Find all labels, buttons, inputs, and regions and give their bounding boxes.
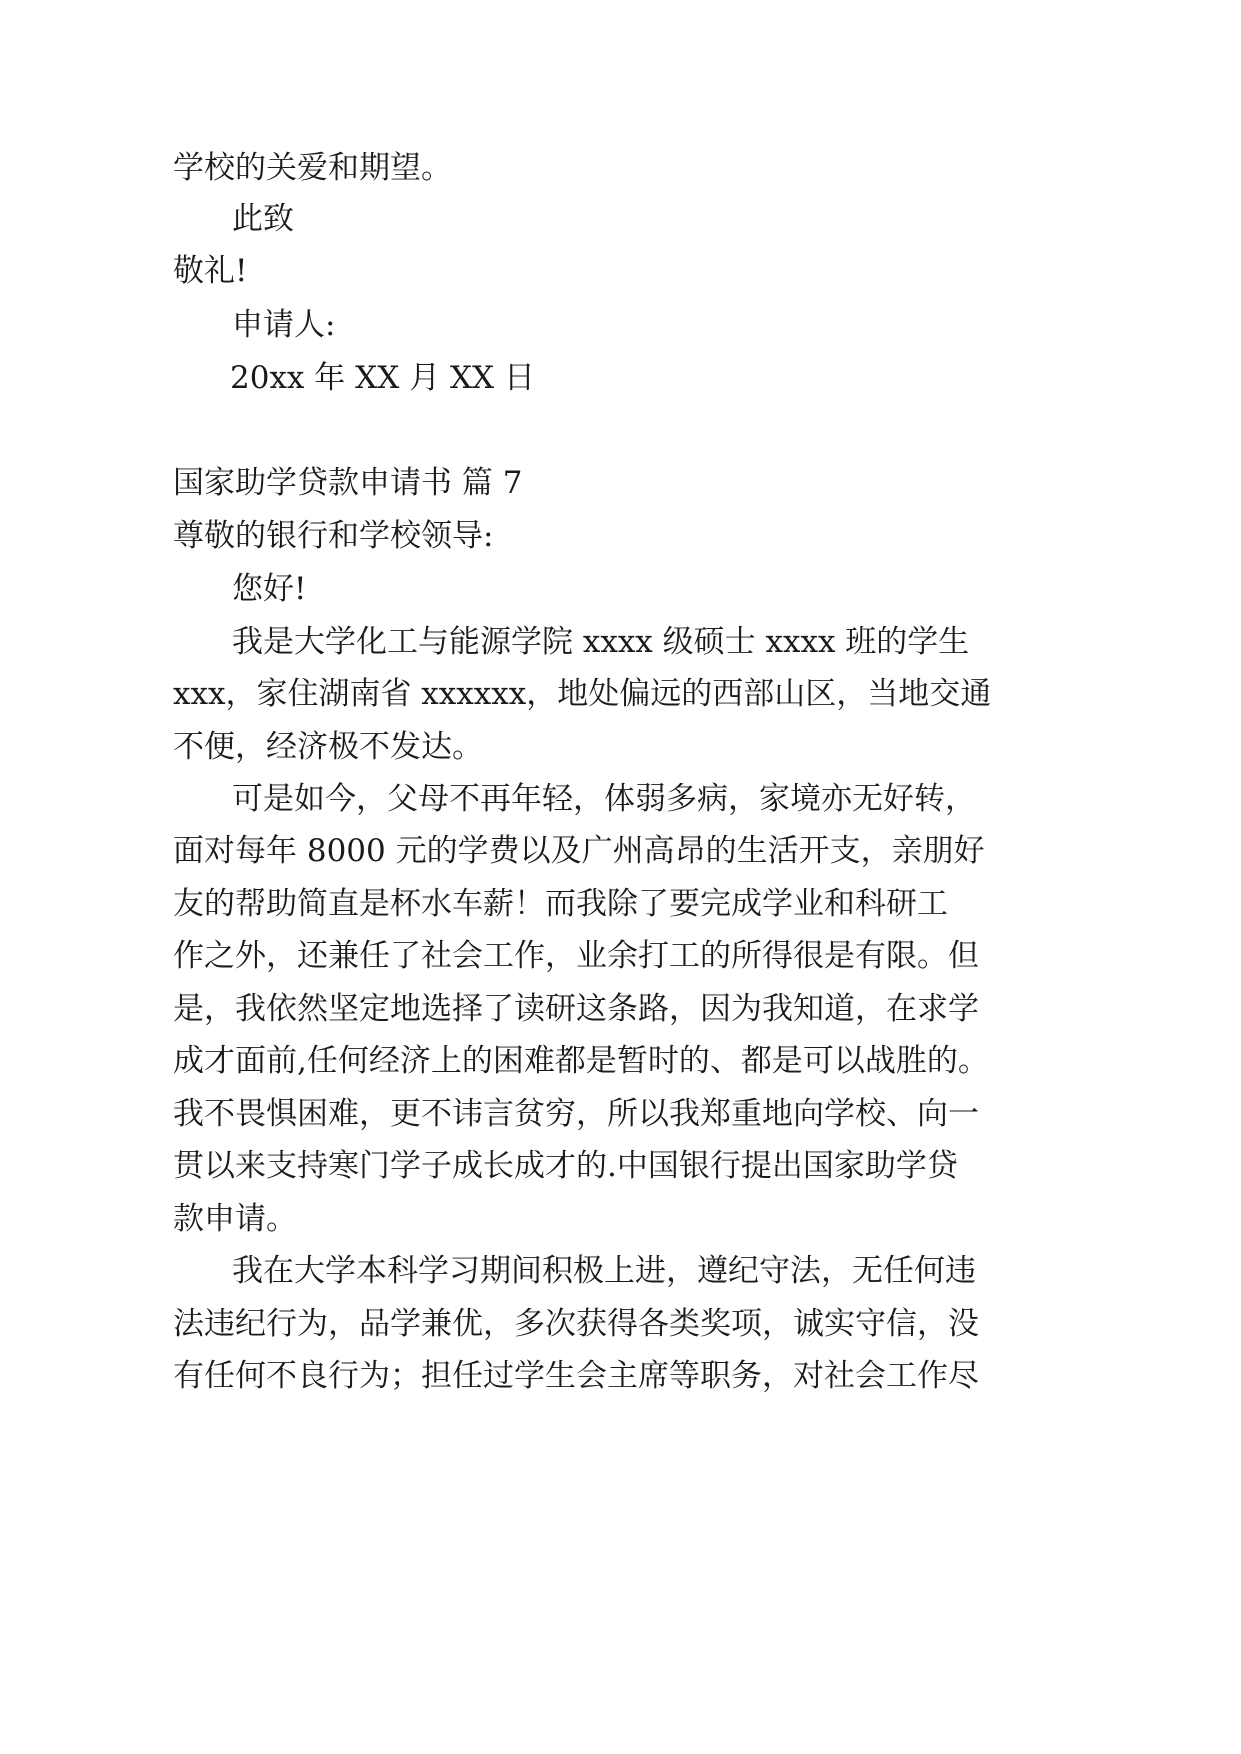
paragraph-line: 我不畏惧困难，更不讳言贫穷，所以我郑重地向学校、向一 (173, 1096, 979, 1132)
paragraph-line: 法违纪行为，品学兼优，多次获得各类奖项，诚实守信，没 (173, 1306, 979, 1342)
paragraph-line: 面对每年 8000 元的学费以及广州高昂的生活开支，亲朋好 (173, 833, 985, 869)
paragraph-line: 贯以来支持寒门学子成长成才的.中国银行提出国家助学贷 (173, 1148, 958, 1184)
salutation-cizhi: 此致 (232, 201, 294, 237)
paragraph-line: 我在大学本科学习期间积极上进，遵纪守法，无任何违 (232, 1253, 976, 1289)
paragraph-line: 可是如今，父母不再年轻，体弱多病，家境亦无好转， (232, 781, 976, 817)
date-line: 20xx 年 XX 月 XX 日 (230, 360, 535, 396)
greeting-addressee: 尊敬的银行和学校领导: (173, 518, 494, 554)
paragraph-line: xxx，家住湖南省 xxxxxx，地处偏远的西部山区，当地交通 (173, 676, 992, 712)
paragraph-line: 友的帮助简直是杯水车薪！而我除了要完成学业和科研工 (173, 886, 948, 922)
applicant-label: 申请人: (232, 307, 336, 343)
section-title: 国家助学贷款申请书 篇 7 (173, 465, 523, 501)
paragraph-line: 不便，经济极不发达。 (173, 729, 483, 765)
paragraph-line: 是，我依然坚定地选择了读研这条路，因为我知道，在求学 (173, 991, 979, 1027)
paragraph-line: 作之外，还兼任了社会工作，业余打工的所得很是有限。但 (173, 938, 979, 974)
salutation-jingli: 敬礼! (173, 253, 248, 289)
paragraph-line: 款申请。 (173, 1201, 297, 1237)
paragraph-line: 有任何不良行为；担任过学生会主席等职务，对社会工作尽 (173, 1358, 979, 1394)
paragraph-line: 成才面前,任何经济上的困难都是暂时的、都是可以战胜的。 (173, 1043, 989, 1079)
closing-text-line: 学校的关爱和期望。 (173, 150, 452, 186)
paragraph-line: 我是大学化工与能源学院 xxxx 级硕士 xxxx 班的学生 (232, 624, 970, 660)
greeting-hello: 您好! (232, 571, 307, 607)
